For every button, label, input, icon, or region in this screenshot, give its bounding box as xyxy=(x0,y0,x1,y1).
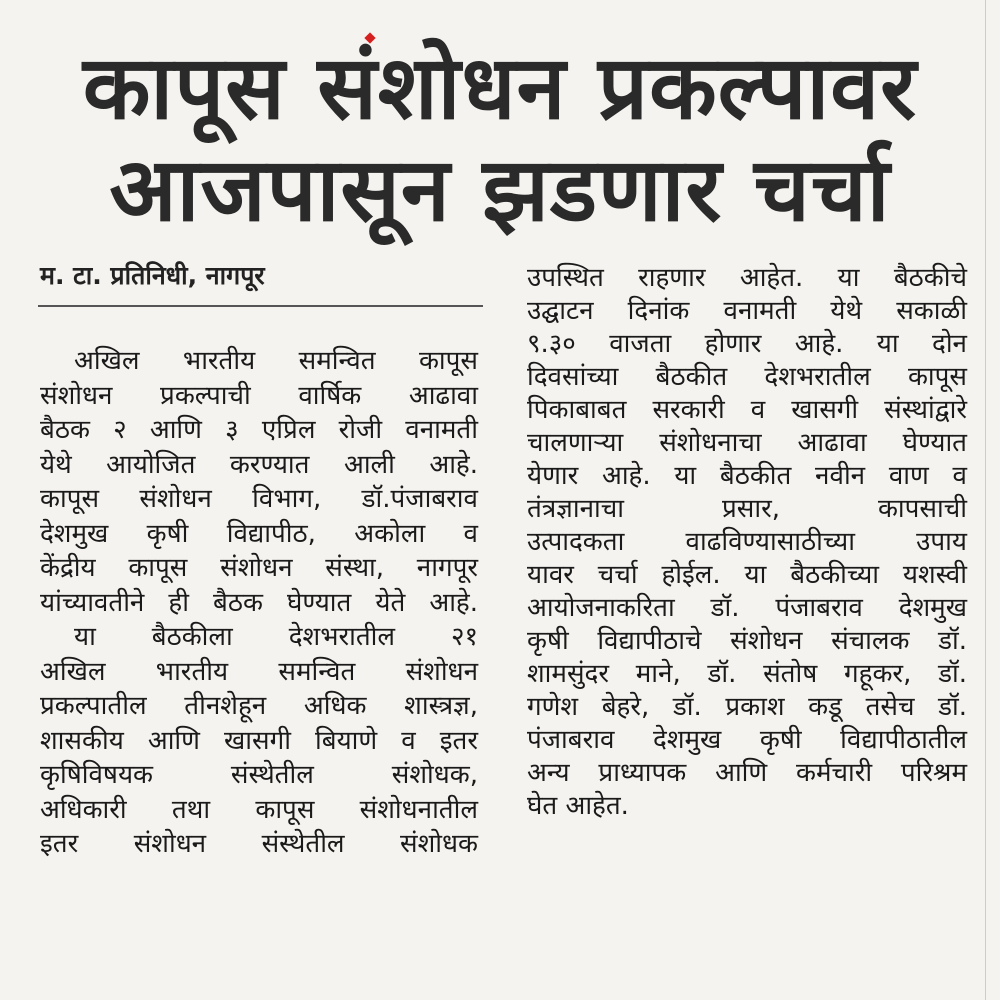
column-edge-rule xyxy=(985,0,986,1000)
text-line: यांच्यावतीने ही बैठक घेण्यात येते आहे. xyxy=(40,587,478,618)
text-line: संशोधन प्रकल्पाची वार्षिक आढावा xyxy=(40,380,478,411)
text-line: उद्घाटन दिनांक वनामती येथे सकाळी xyxy=(527,296,967,326)
text-line: शामसुंदर माने, डॉ. संतोष गहूकर, डॉ. xyxy=(527,659,967,689)
byline-divider xyxy=(38,305,483,307)
text-line: कापूस संशोधन विभाग, डॉ.पंजाबराव xyxy=(40,484,478,514)
byline: म. टा. प्रतिनिधी, नागपूर xyxy=(40,261,265,290)
text-line: गणेश बेहरे, डॉ. प्रकाश कडू तसेच डॉ. xyxy=(527,692,967,722)
text-line: चालणाऱ्या संशोधनाचा आढावा घेण्यात xyxy=(527,428,967,458)
headline-line-1: कापूस संशोधन प्रकल्पावर xyxy=(82,36,918,139)
text-line: अधिकारी तथा कापूस संशोधनातील xyxy=(40,794,478,825)
text-line: केंद्रीय कापूस संशोधन संस्था, नागपूर xyxy=(40,553,478,583)
text-line: कृषी विद्यापीठाचे संशोधन संचालक डॉ. xyxy=(527,626,967,656)
text-line: अन्य प्राध्यापक आणि कर्मचारी परिश्रम xyxy=(527,758,967,788)
text-line: दिवसांच्या बैठकीत देशभरातील कापूस xyxy=(527,362,967,392)
text-line: उपस्थित राहणार आहेत. या बैठकीचे xyxy=(527,263,967,293)
text-line: येणार आहे. या बैठकीत नवीन वाण व xyxy=(527,461,967,491)
text-line: इतर संशोधन संस्थेतील संशोधक xyxy=(40,829,478,859)
text-line: बैठक २ आणि ३ एप्रिल रोजी वनामती xyxy=(40,415,478,445)
text-line: प्रकल्पातील तीनशेहून अधिक शास्त्रज्ञ, xyxy=(40,691,478,721)
article-column-left xyxy=(40,344,478,862)
text-line: उत्पादकता वाढविण्यासाठीच्या उपाय xyxy=(527,527,967,557)
text-line: येथे आयोजित करण्यात आली आहे. xyxy=(40,449,478,480)
text-line: घेत आहेत. xyxy=(527,791,629,821)
text-line: तंत्रज्ञानाचा प्रसार, कापसाची xyxy=(527,494,967,524)
text-line: या बैठकीला देशभरातील २१ xyxy=(74,622,478,652)
article-column-right xyxy=(527,262,967,823)
text-line: देशमुख कृषी विद्यापीठ, अकोला व xyxy=(40,518,478,549)
text-line: ९.३० वाजता होणार आहे. या दोन xyxy=(527,329,967,359)
text-line: शासकीय आणि खासगी बियाणे व इतर xyxy=(40,725,478,756)
text-line: पंजाबराव देशमुख कृषी विद्यापीठातील xyxy=(527,725,967,755)
text-line: अखिल भारतीय समन्वित कापूस xyxy=(74,346,478,376)
text-line: अखिल भारतीय समन्वित संशोधन xyxy=(40,656,478,687)
text-line: आयोजनाकरिता डॉ. पंजाबराव देशमुख xyxy=(527,593,967,623)
text-line: कृषिविषयक संस्थेतील संशोधक, xyxy=(40,760,478,790)
text-line: पिकाबाबत सरकारी व खासगी संस्थांद्वारे xyxy=(527,395,967,425)
text-line: यावर चर्चा होईल. या बैठकीच्या यशस्वी xyxy=(527,560,967,590)
headline-line-2: आजपासून झडणार चर्चा xyxy=(109,138,891,241)
